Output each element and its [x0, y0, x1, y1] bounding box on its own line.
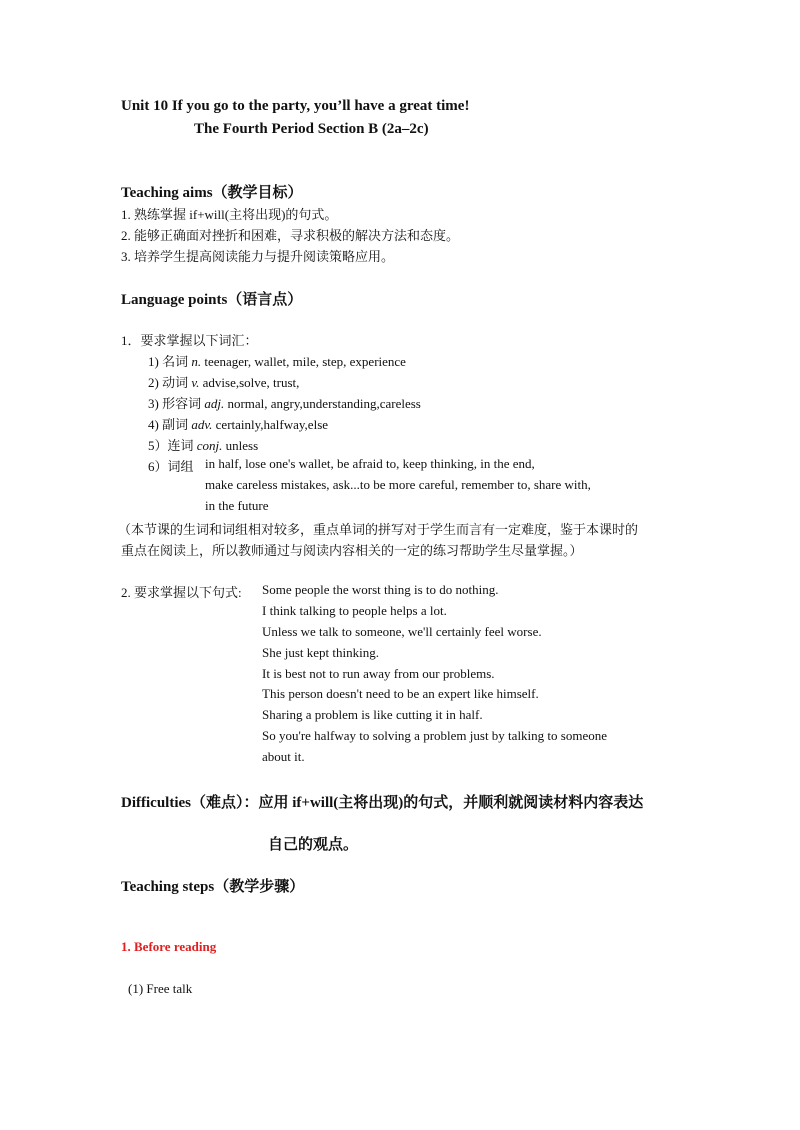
document-subtitle: The Fourth Period Section B (2a–2c) — [194, 121, 429, 137]
vocab-pos: v. — [191, 375, 200, 390]
sentence-line: I think talking to people helps a lot. — [262, 603, 447, 618]
vocab-words: certainly,halfway,else — [212, 417, 329, 432]
vocab-label: 4) 副词 — [148, 417, 192, 432]
vocab-row — [148, 435, 258, 454]
document-title: Unit 10 If you go to the party, you’ll have a great time! — [121, 98, 470, 114]
language-heading: Language points（语言点） — [121, 292, 303, 308]
vocab-words: unless — [222, 438, 259, 453]
steps-heading: Teaching steps（教学步骤） — [121, 879, 305, 895]
phrases-label: 6）词组 — [148, 459, 194, 474]
sentence-line: Sharing a problem is like cutting it in half. — [262, 707, 483, 722]
sentences-intro: 2. 要求掌握以下句式: — [121, 585, 242, 600]
vocab-label: 3) 形容词 — [148, 396, 205, 411]
sentence-line: Unless we talk to someone, we'll certainly feel worse. — [262, 624, 542, 639]
vocab-intro: 1．要求掌握以下词汇： — [121, 333, 258, 348]
vocab-pos: adj. — [204, 396, 225, 411]
section-before-reading: 1. Before reading — [121, 939, 217, 954]
aims-heading: Teaching aims（教学目标） — [121, 185, 303, 201]
aims-item: 2. 能够正确面对挫折和困难，寻求积极的解决方法和态度。 — [121, 228, 460, 243]
phrase-line: in half, lose one's wallet, be afraid to, keep thinking, in the end, — [205, 456, 535, 471]
vocab-row — [148, 372, 299, 391]
difficulties-line: Difficulties（难点）：应用 if+will(主将出现)的句式，并顺利就阅读材料内容表达 — [121, 795, 644, 811]
vocab-label: 1) 名词 — [148, 354, 192, 369]
step-item: (1) Free talk — [128, 981, 193, 996]
vocab-row — [148, 414, 328, 433]
vocab-words: normal, angry,understanding,careless — [224, 396, 421, 411]
vocab-row — [148, 393, 421, 412]
sentence-line: Some people the worst thing is to do nothing. — [262, 582, 499, 597]
vocab-pos: conj. — [196, 438, 223, 453]
phrase-line: in the future — [205, 498, 269, 513]
vocab-pos: n. — [191, 354, 202, 369]
difficulties-line: 自己的观点。 — [268, 837, 359, 853]
sentence-line: about it. — [262, 749, 305, 764]
vocab-words: teenager, wallet, mile, step, experience — [201, 354, 406, 369]
sentence-line: So you're halfway to solving a problem just by talking to someone — [262, 728, 607, 743]
sentence-line: She just kept thinking. — [262, 645, 379, 660]
aims-item: 1. 熟练掌握 if+will(主将出现)的句式。 — [121, 207, 338, 222]
sentence-line: This person doesn't need to be an expert like himself. — [262, 686, 539, 701]
vocab-pos: adv. — [191, 417, 213, 432]
phrase-line: make careless mistakes, ask...to be more careful, remember to, share with, — [205, 477, 591, 492]
vocab-label: 5）连词 — [148, 438, 197, 453]
vocab-words: advise,solve, trust, — [199, 375, 300, 390]
sentence-line: It is best not to run away from our problems. — [262, 666, 495, 681]
note-line: 重点在阅读上，所以教师通过与阅读内容相关的一定的练习帮助学生尽量掌握。） — [121, 543, 583, 558]
vocab-label: 2) 动词 — [148, 375, 192, 390]
vocab-row — [148, 351, 406, 370]
note-line: （本节课的生词和词组相对较多，重点单词的拼写对于学生而言有一定难度，鉴于本课时的 — [118, 522, 639, 537]
aims-item: 3. 培养学生提高阅读能力与提升阅读策略应用。 — [121, 249, 395, 264]
